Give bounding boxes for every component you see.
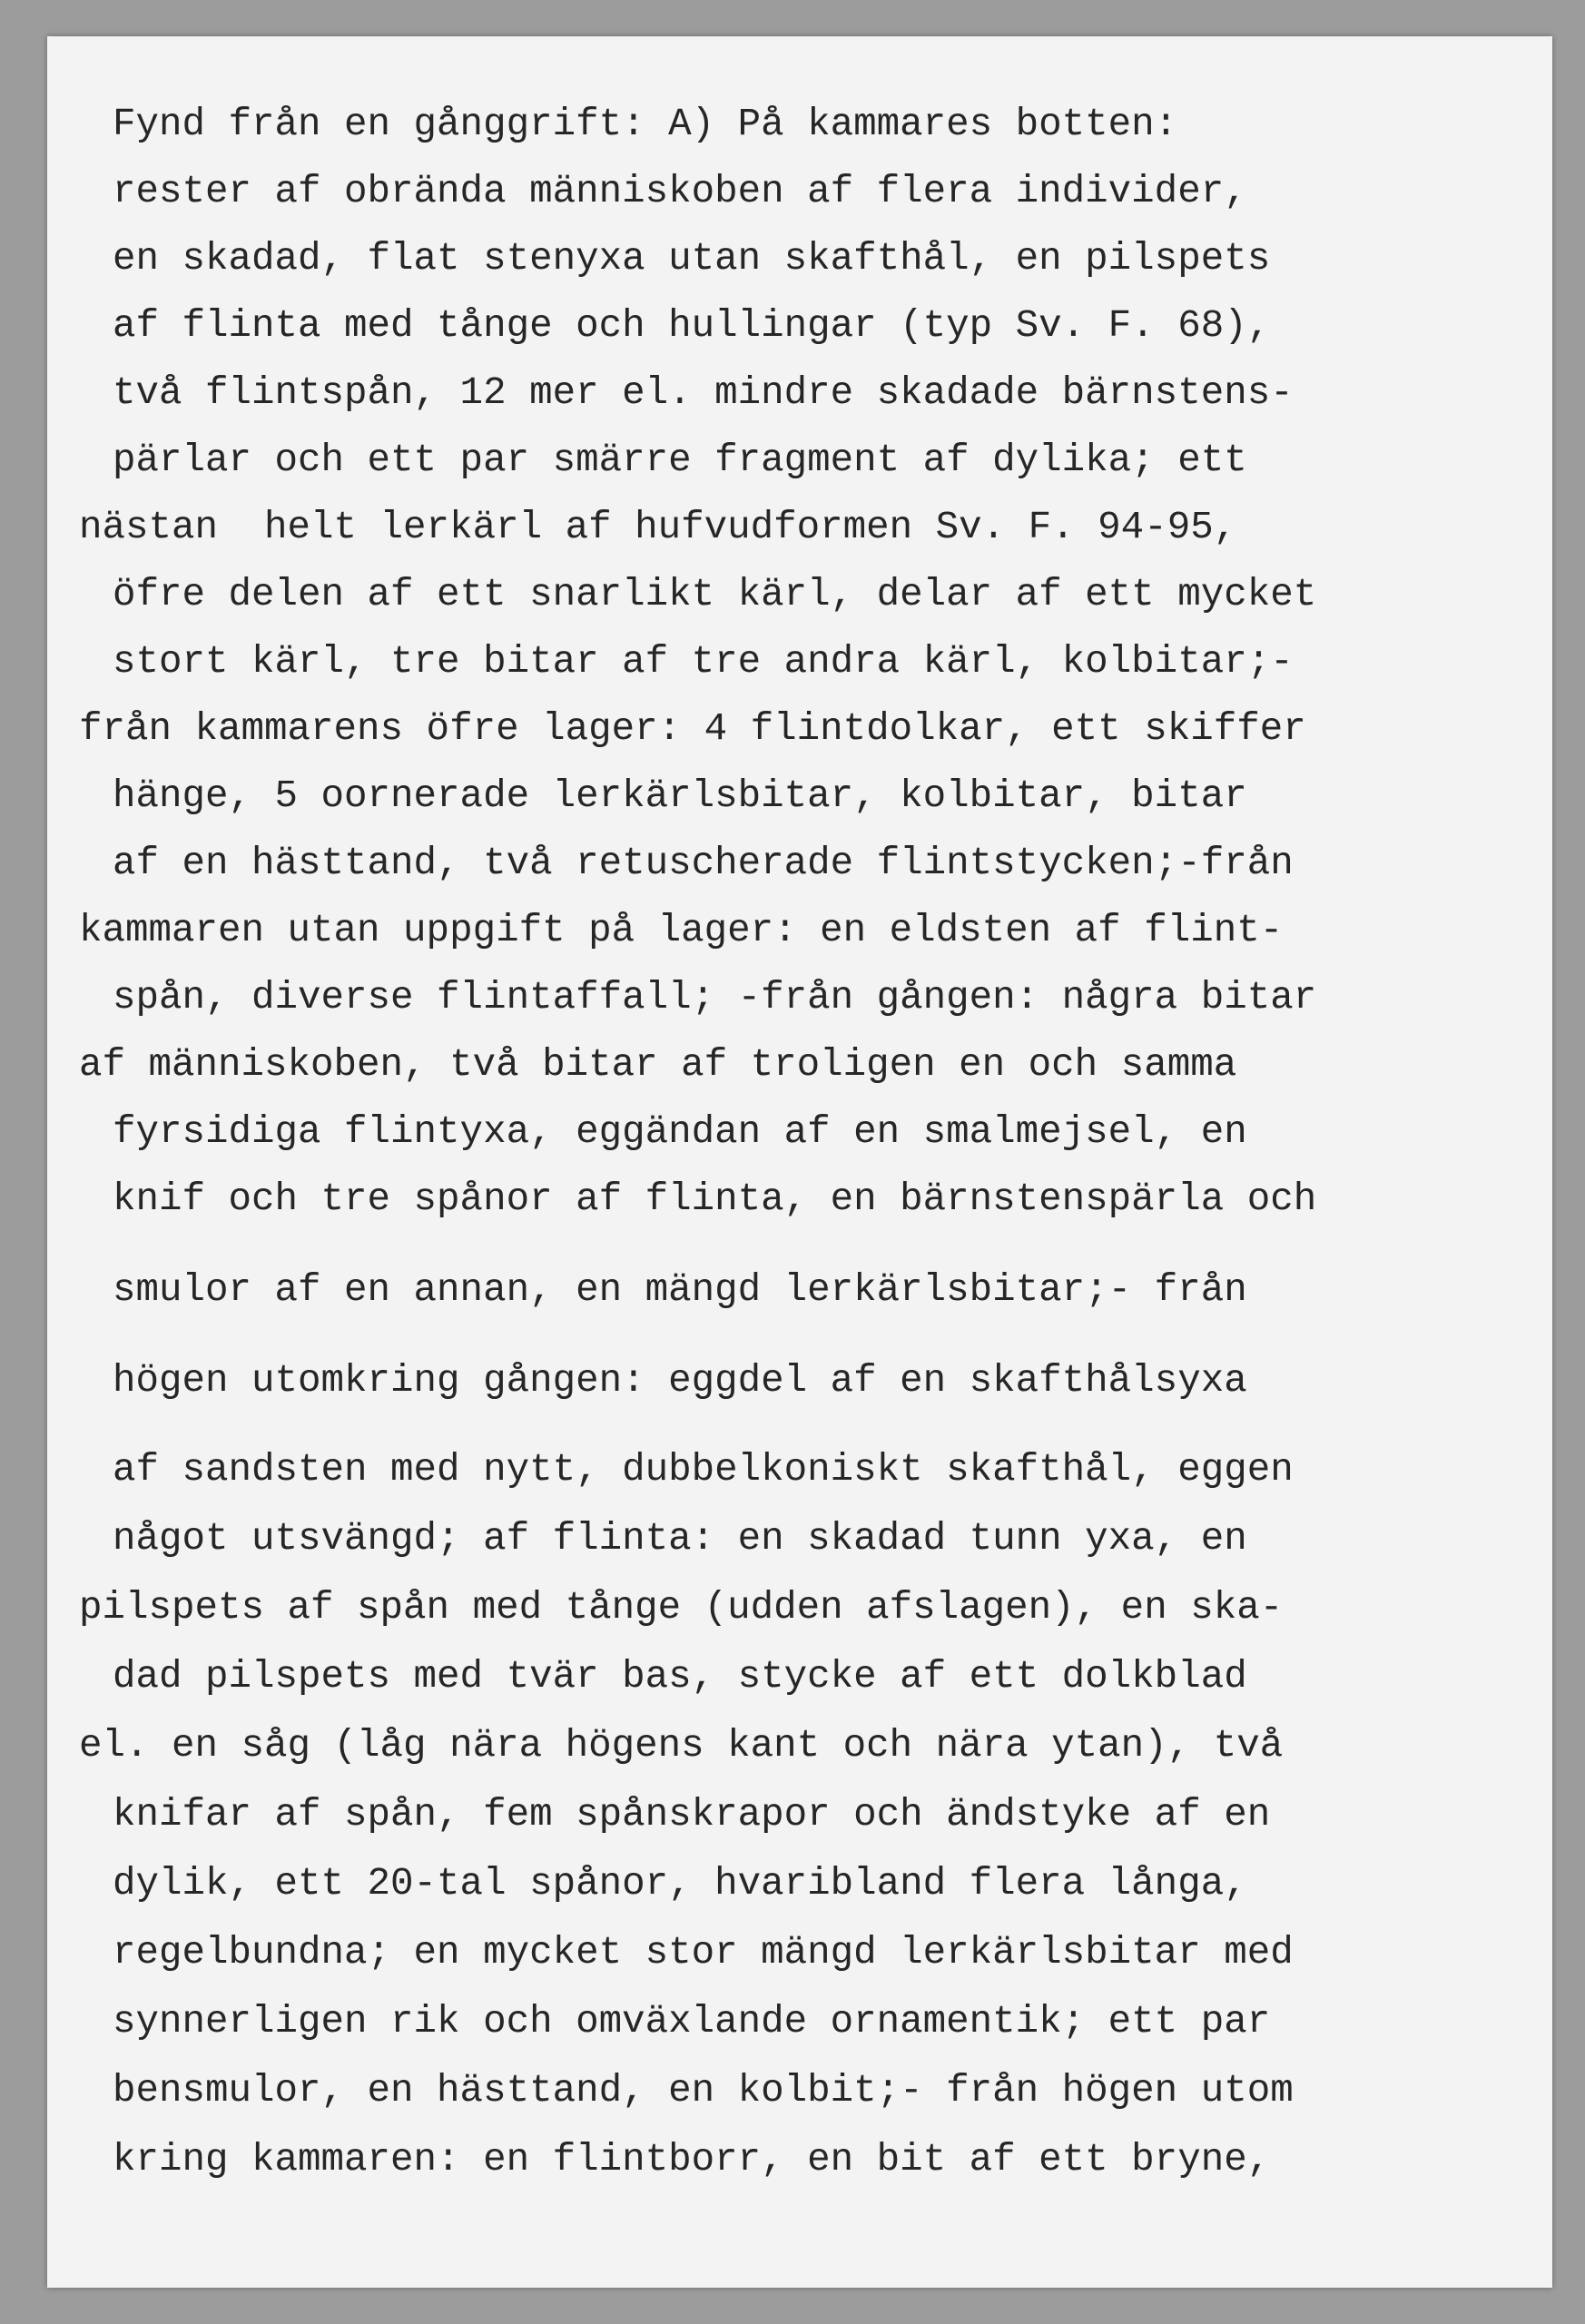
text-line: stort kärl, tre bitar af tre andra kärl, kolbitar;-	[113, 640, 1294, 684]
text-line: något utsvängd; af flinta: en skadad tunn yxa, en	[113, 1517, 1247, 1561]
text-line: högen utomkring gången: eggdel af en skafthålsyxa	[113, 1359, 1247, 1403]
text-line: Fynd från en gånggrift: A) På kammares botten:	[113, 103, 1178, 146]
text-line: nästan helt lerkärl af hufvudformen Sv. F. 94-95,	[79, 506, 1237, 549]
text-line: af människoben, två bitar af troligen en och samma	[79, 1043, 1237, 1087]
text-line: fyrsidiga flintyxa, eggändan af en smalmejsel, en	[113, 1110, 1247, 1154]
text-line: el. en såg (låg nära högens kant och nära ytan), två	[79, 1724, 1284, 1768]
text-line: af flinta med tånge och hullingar (typ Sv. F. 68),	[113, 304, 1271, 348]
text-line: från kammarens öfre lager: 4 flintdolkar, ett skiffer	[79, 707, 1306, 751]
text-line: smulor af en annan, en mängd lerkärlsbitar;- från	[113, 1268, 1247, 1312]
text-line: öfre delen af ett snarlikt kärl, delar af ett mycket	[113, 573, 1317, 616]
text-line: spån, diverse flintaffall; -från gången: några bitar	[113, 976, 1317, 1019]
text-line: af sandsten med nytt, dubbelkoniskt skafthål, eggen	[113, 1448, 1294, 1492]
text-line: dylik, ett 20-tal spånor, hvaribland flera långa,	[113, 1862, 1247, 1905]
text-line: knif och tre spånor af flinta, en bärnstenspärla och	[113, 1177, 1317, 1221]
text-line: af en hästtand, två retuscherade flintstycken;-från	[113, 842, 1294, 885]
text-line: pärlar och ett par smärre fragment af dylika; ett	[113, 438, 1247, 482]
text-line: en skadad, flat stenyxa utan skafthål, en pilspets	[113, 237, 1271, 281]
text-line: synnerligen rik och omväxlande ornamentik; ett par	[113, 2000, 1271, 2043]
text-line: kammaren utan uppgift på lager: en eldsten af flint-	[79, 909, 1284, 952]
text-line: bensmulor, en hästtand, en kolbit;- från högen utom	[113, 2069, 1294, 2112]
text-line: pilspets af spån med tånge (udden afslagen), en ska-	[79, 1586, 1284, 1630]
index-card	[47, 36, 1552, 2288]
text-line: regelbundna; en mycket stor mängd lerkärlsbitar med	[113, 1931, 1294, 1974]
text-line: rester af obrända människoben af flera individer,	[113, 170, 1247, 213]
text-line: dad pilspets med tvär bas, stycke af ett dolkblad	[113, 1655, 1247, 1699]
text-line: två flintspån, 12 mer el. mindre skadade bärnstens-	[113, 371, 1294, 415]
text-line: kring kammaren: en flintborr, en bit af ett bryne,	[113, 2138, 1271, 2181]
text-line: hänge, 5 oornerade lerkärlsbitar, kolbitar, bitar	[113, 774, 1247, 818]
text-line: knifar af spån, fem spånskrapor och ändstyke af en	[113, 1793, 1271, 1837]
